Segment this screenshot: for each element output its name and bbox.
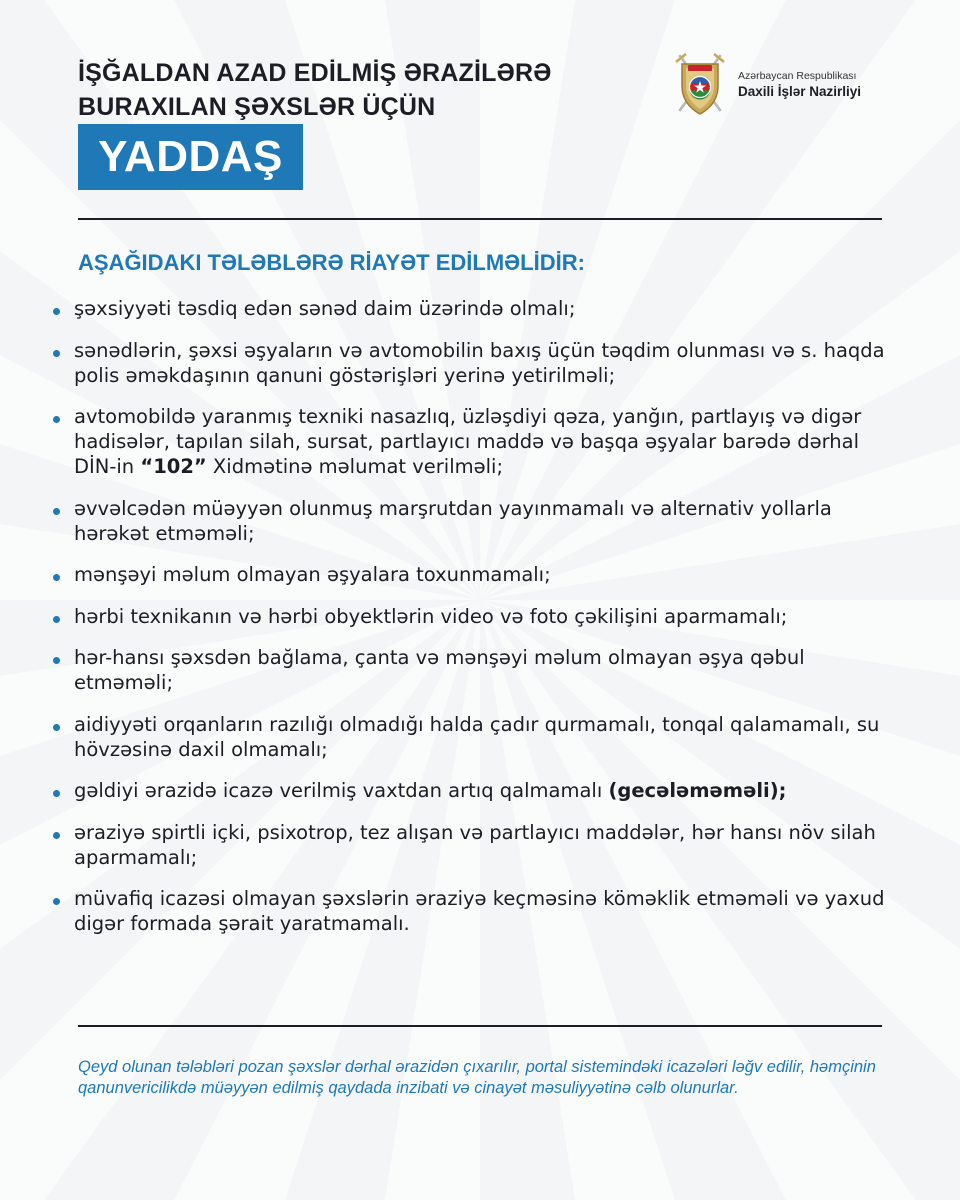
page-title-line-2: BURAXILAN ŞƏXSLƏR ÜÇÜN xyxy=(78,93,436,121)
list-item: sənədlərin, şəxsi əşyaların və avtomobilin baxış üçün təqdim olunması və s. haqda polis əməkdaşının qanuni göstərişləri yerinə yetirilməli; xyxy=(46,338,906,388)
list-item: müvafiq icazəsi olmayan şəxslərin əraziyə keçməsinə köməklik etməməli və yaxud digər formada şərait yaratmamalı. xyxy=(46,886,906,936)
emphasis-text: (gecələməməli); xyxy=(608,779,787,802)
footnote: Qeyd olunan tələbləri pozan şəxslər dərhal ərazidən çıxarılır, portal sistemindəki icazələri ləğv edilir, həmçinin qanunvericilikdə müəyyən edilmiş qaydada inzibati və cinayət məsuliyyətinə cəlb olunurlar. xyxy=(78,1058,876,1097)
list-item: hər-hansı şəxsdən bağlama, çanta və mənşəyi məlum olmayan əşya qəbul etməməli; xyxy=(46,645,906,695)
police-shield-emblem-icon xyxy=(672,52,728,118)
list-item: əraziyə spirtli içki, psixotrop, tez alışan və partlayıcı maddələr, hər hansı növ silah aparmamalı; xyxy=(46,820,906,870)
emergency-number: “102” xyxy=(140,455,207,478)
list-item: avtomobildə yaranmış texniki nasazlıq, üzləşdiyi qəza, yanğın, partlayış və digər hadisələr, tapılan silah, sursat, partlayıcı maddə və başqa əşyalar barədə dərhal DİN-in “102” Xidmətinə məlumat verilməli; xyxy=(46,404,906,479)
divider-bottom xyxy=(78,1025,882,1027)
memo-banner: YADDAŞ xyxy=(78,124,303,190)
page-title xyxy=(78,56,552,124)
list-item: aidiyyəti orqanların razılığı olmadığı halda çadır qurmamalı, tonqal qalamamalı, su hövzəsinə daxil olmamalı; xyxy=(46,712,906,762)
ministry-name: Daxili İşlər Nazirliyi xyxy=(738,84,862,99)
ministry-logo xyxy=(672,52,902,122)
requirements-heading: AŞAĞIDAKI TƏLƏBLƏRƏ RİAYƏT EDİLMƏLİDİR: xyxy=(78,250,585,275)
list-item: şəxsiyyəti təsdiq edən sənəd daim üzərində olmalı; xyxy=(46,296,906,321)
requirements-list xyxy=(46,296,906,953)
list-item: əvvəlcədən müəyyən olunmuş marşrutdan yayınmamalı və alternativ yollarla hərəkət etməməli; xyxy=(46,496,906,546)
page-title-line-1: İŞĞALDAN AZAD EDİLMİŞ ƏRAZİLƏRƏ xyxy=(78,59,552,87)
ministry-country: Azərbaycan Respublikası xyxy=(738,70,857,82)
list-item: gəldiyi ərazidə icazə verilmiş vaxtdan artıq qalmamalı (gecələməməli); xyxy=(46,778,906,803)
list-item: mənşəyi məlum olmayan əşyalara toxunmamalı; xyxy=(46,562,906,587)
divider-top xyxy=(78,218,882,220)
list-item: hərbi texnikanın və hərbi obyektlərin video və foto çəkilişini aparmamalı; xyxy=(46,604,906,629)
